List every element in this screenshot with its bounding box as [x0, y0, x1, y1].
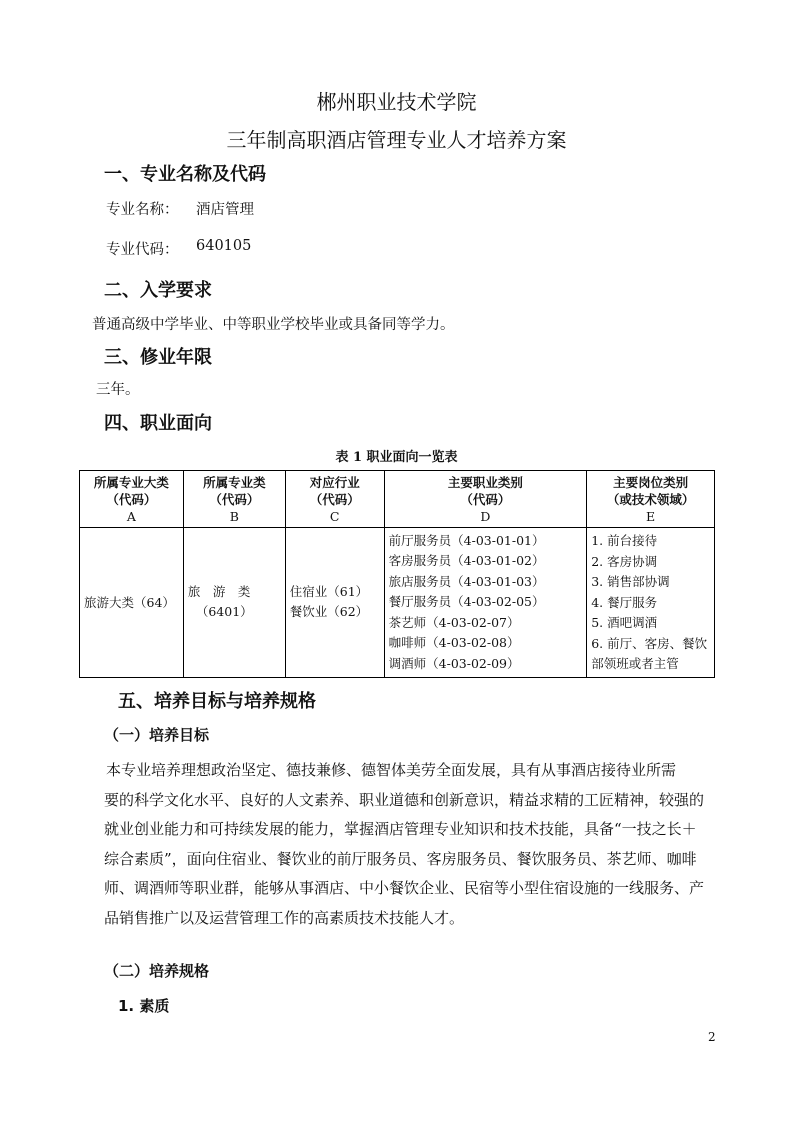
section-heading-2: 二、入学要求 [104, 280, 212, 301]
document-title-program: 三年制高职酒店管理专业人才培养方案 [226, 128, 567, 152]
paragraph-line: 师、调酒师等职业群，能够从事酒店、中小餐饮企业、民宿等小型住宿设施的一线服务、产 [104, 879, 705, 897]
paragraph-line: 综合素质”，面向住宿业、餐饮业的前厅服务员、客房服务员、餐饮服务员、茶艺师、咖啡 [104, 849, 697, 868]
page-number: 2 [708, 1030, 716, 1044]
occupation-table [79, 470, 715, 678]
section-heading-3: 三、修业年限 [104, 347, 212, 368]
table-header-row [80, 471, 715, 528]
cell-industry: 住宿业（61） 餐饮业（62） [285, 528, 384, 678]
table-row [80, 528, 715, 678]
cell-position: 1. 前台接待 2. 客房协调 3. 销售部协调 4. 餐厅服务 5. 酒吧调酒 6. 前厅、客房、餐饮 部领班或者主管 [587, 528, 715, 678]
major-name-label: 专业名称： [106, 202, 179, 218]
cell-major-class: 旅 游 类 （6401） [183, 528, 285, 678]
section-heading-5: 五、培养目标与培养规格 [118, 691, 316, 712]
header-cell: 主要岗位类别 （或技术领域） E [587, 471, 715, 528]
paragraph-line: 本专业培养理想政治坚定、德技兼修、德智体美劳全面发展，具有从事酒店接待业所需 [106, 761, 677, 779]
paragraph-line: 要的科学文化水平、良好的人文素养、职业道德和创新意识，精益求精的工匠精神，较强的 [104, 790, 705, 809]
admission-text: 普通高级中学毕业、中等职业学校毕业或具备同等学力。 [92, 317, 455, 333]
header-cell: 主要职业类别 （代码） D [384, 471, 587, 528]
training-goal-paragraph [104, 756, 716, 933]
subheading-training-goal: （一）培养目标 [104, 726, 210, 744]
subheading-quality: 1. 素质 [118, 997, 170, 1015]
cell-occupation: 前厅服务员（4-03-01-01） 客房服务员（4-03-01-02） 旅店服务员（4-03-01-03） 餐厅服务员（4-03-02-05） 茶艺师（4-03-02-07） 咖啡师（4-03-02-08） 调酒师（4-03-02-09） [384, 528, 587, 678]
duration-text: 三年。 [96, 382, 140, 398]
table-caption: 表 1 职业面向一览表 [335, 450, 458, 465]
header-cell: 所属专业大类 （代码） A [80, 471, 184, 528]
paragraph-line: 品销售推广以及运营管理工作的高素质技术技能人才。 [104, 908, 465, 927]
header-cell: 对应行业 （代码） C [285, 471, 384, 528]
header-cell: 所属专业类 （代码） B [183, 471, 285, 528]
major-name-value: 酒店管理 [196, 202, 254, 218]
major-code-value: 640105 [196, 238, 252, 254]
section-heading-1: 一、专业名称及代码 [104, 164, 266, 185]
cell-major-category: 旅游大类（64） [80, 528, 184, 678]
document-title-school: 郴州职业技术学院 [316, 90, 477, 114]
major-code-label: 专业代码： [106, 242, 179, 258]
subheading-training-spec: （二）培养规格 [104, 962, 210, 980]
section-heading-4: 四、职业面向 [104, 413, 212, 434]
paragraph-line: 就业创业能力和可持续发展的能力，掌握酒店管理专业知识和技术技能，具备“一技之长＋ [104, 820, 697, 838]
